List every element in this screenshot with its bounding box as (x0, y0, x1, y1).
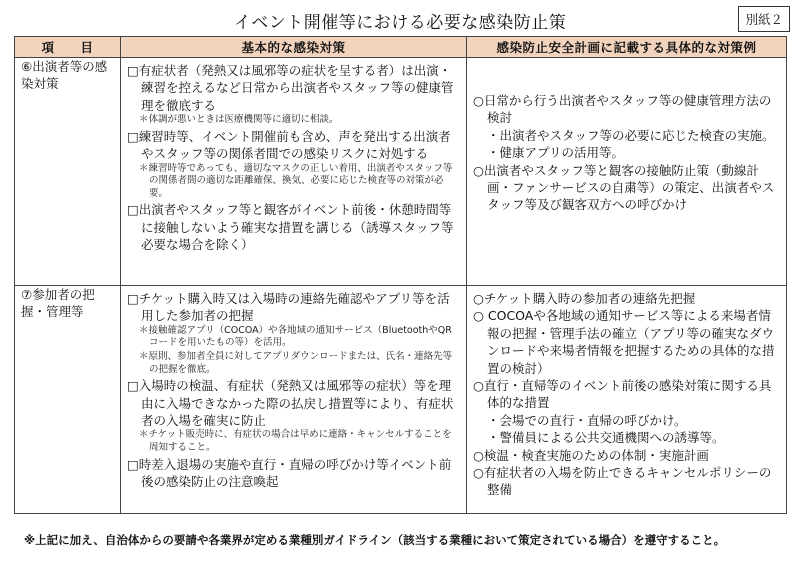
note: ＊接触確認アプリ（COCOA）や各地域の通知サービス（BluetoothやQRコードを用いたもの等）を活用。 (139, 324, 452, 349)
specific-subitem: ・警備員による公共交通機関への誘導等。 (487, 430, 725, 446)
measure-paragraph: □出演者やスタッフ等と観客がイベント前後・休憩時間等に接触しないよう確実な措置を講じる（誘導スタッフ等必要な場合を除く） (127, 202, 454, 253)
specific-subitem: ・会場での直行・直帰の呼びかけ。 (487, 412, 687, 428)
specific-measures-cell (467, 286, 787, 514)
specific-measures-cell (467, 58, 787, 286)
specific-item: ○ COCOAや各地域の通知サービス等による来場者情報の把握・管理手法の確立（アプリ等の確実なダウンロードや来場者情報を把握するための具体的な措置の検討） (473, 308, 775, 376)
footer-note: ※上記に加え、自治体からの要請や各業界が定める業種別ガイドライン（該当する業種において策定されている場合）を遵守すること。 (24, 533, 726, 547)
page-title: イベント開催等における必要な感染防止策 (233, 13, 567, 33)
specific-item: ○日常から行う出演者やスタッフ等の健康管理方法の検討 (473, 93, 772, 126)
measure-paragraph: □練習時等、イベント開催前も含め、声を発出する出演者やスタッフ等の関係者間での感染リスクに対処する (127, 128, 451, 162)
specific-item: ○有症状者の入場を防止できるキャンセルポリシーの整備 (473, 465, 772, 498)
note: ＊練習時等であっても、適切なマスクの正しい着用、出演者やスタッフ等の関係者間の適切な距離確保、換気、必要に応じた検査等の対策が必要。 (139, 162, 453, 199)
measure-paragraph: □入場時の検温、有症状（発熱又は風邪等の症状）等を理由に入場できなかった際の払戻し措置等により、有症状者の入場を確実に防止 (127, 378, 454, 428)
specific-item: ○出演者やスタッフ等と観客の接触防止策（動線計画・ファンサービスの自粛等）の策定、出演者やスタッフ等及び観客双方への呼びかけ (473, 162, 775, 213)
specific-item: ○検温・検査実施のための体制・実施計画 (473, 447, 709, 463)
basic-measures-cell (121, 286, 467, 514)
measure-paragraph: □チケット購入時又は入場時の連絡先確認やアプリ等を活用した参加者の把握 (127, 291, 450, 324)
measure-paragraph: □有症状者（発熱又は風邪等の症状を呈する者）は出演・練習を控えるなど日常から出演者やスタッフ等の健康管理を徹底する (127, 63, 454, 113)
measures-table (14, 36, 787, 514)
specific-item: ○チケット購入時の参加者の連絡先把握 (473, 291, 696, 306)
note: ＊チケット販売時に、有症状の場合は早めに連絡・キャンセルすることを周知すること。 (139, 429, 452, 453)
specific-subitem: ・健康アプリの活用等。 (487, 145, 625, 161)
specific-item: ○直行・直帰等のイベント前後の感染対策に関する具体的な措置 (473, 378, 772, 411)
note: ＊原則、参加者全員に対してアプリダウンロードまたは、氏名・連絡先等の把握を徹底。 (139, 351, 453, 375)
note: ＊体調が悪いときは医療機関等に適切に相談。 (139, 114, 339, 126)
table-row (15, 286, 787, 514)
header-item: 項 目 (15, 37, 121, 58)
row-item-participants: ⑦参加者の把握・管理等 (15, 286, 121, 514)
measure-paragraph: □時差入退場の実施や直行・直帰の呼びかけ等イベント前後の感染防止の注意喚起 (127, 456, 452, 489)
header-basic-measures: 基本的な感染対策 (121, 37, 467, 58)
basic-measures-cell (121, 58, 467, 286)
row-item-performers: ⑥出演者等の感染対策 (15, 58, 121, 286)
header-specific-measures: 感染防止安全計画に記載する具体的な対策例 (467, 37, 787, 58)
table-row (15, 58, 787, 286)
specific-subitem: ・出演者やスタッフ等の必要に応じた検査の実施。 (487, 127, 775, 143)
table-header-row (15, 37, 787, 58)
attachment-badge: 別紙２ (738, 6, 790, 32)
